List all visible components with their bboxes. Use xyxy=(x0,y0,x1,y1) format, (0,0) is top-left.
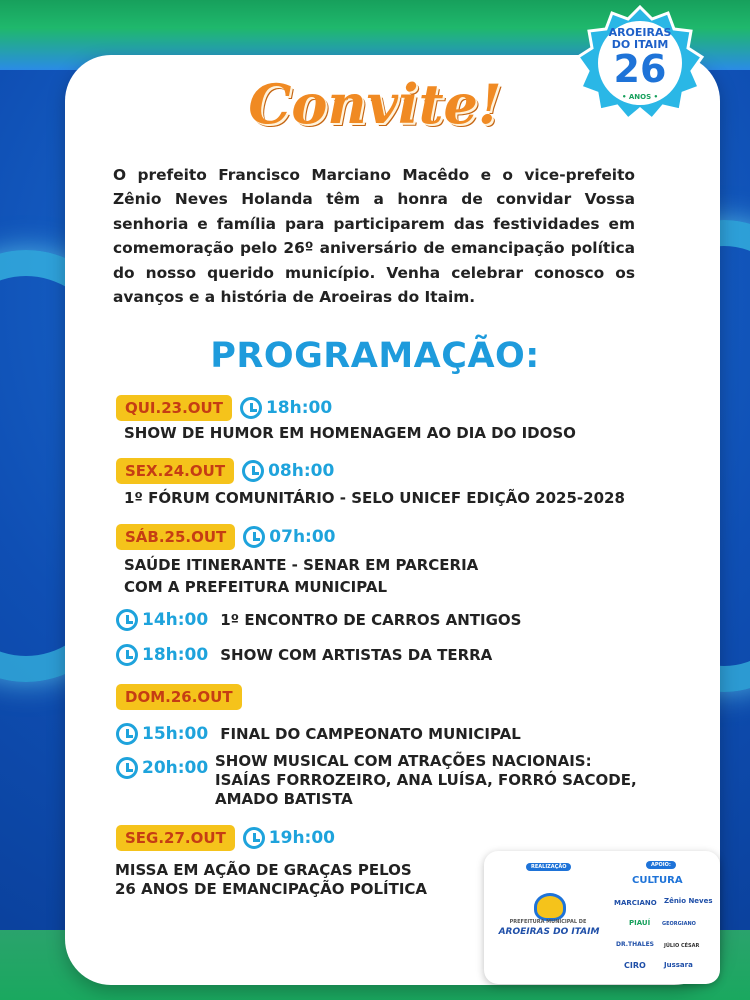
time-label: 14h:00 xyxy=(142,610,209,630)
time-label: 20h:00 xyxy=(142,758,209,778)
event-text: 1º FÓRUM COMUNITÁRIO - SELO UNICEF EDIÇÃO 2025-2028 xyxy=(124,489,625,507)
time-slot xyxy=(243,526,335,548)
time-slot xyxy=(242,460,334,482)
julio-cesar-logo: JÚLIO CÉSAR xyxy=(664,943,700,949)
time-label: 18h:00 xyxy=(265,398,333,418)
marciano-logo: MARCIANO xyxy=(614,899,657,907)
time-slot xyxy=(243,827,335,849)
clock-icon xyxy=(116,757,138,779)
badge-number: 26 xyxy=(613,47,667,91)
thales-logo: DR.THALES xyxy=(616,941,654,948)
clock-icon xyxy=(116,609,138,631)
event-text: SHOW COM ARTISTAS DA TERRA xyxy=(220,645,493,664)
clock-icon xyxy=(243,827,265,849)
main-logo: AROEIRAS DO ITAIM xyxy=(498,927,600,937)
event-line: AMADO BATISTA xyxy=(215,790,353,808)
event-text xyxy=(115,861,427,899)
ciro-logo: CIRO xyxy=(624,961,646,970)
clock-icon xyxy=(243,526,265,548)
georgiano-logo: GEORGIANO xyxy=(662,921,696,927)
clock-icon xyxy=(116,644,138,666)
schedule-sub-slot xyxy=(116,723,521,745)
realizacao-label: REALIZAÇÃO xyxy=(526,863,571,871)
time-label: 08h:00 xyxy=(268,461,335,481)
zenio-logo: Zênio Neves xyxy=(664,897,713,905)
schedule-sub-slot xyxy=(116,757,208,779)
event-line: COM A PREFEITURA MUNICIPAL xyxy=(124,578,388,596)
schedule-day-sex xyxy=(116,458,334,484)
date-badge: SÁB.25.OUT xyxy=(116,524,235,550)
event-text xyxy=(215,752,637,809)
piaui-logo: PIAUÍ xyxy=(629,919,651,927)
schedule-sub-slot xyxy=(116,644,492,666)
time-label: 18h:00 xyxy=(142,645,209,665)
event-line: SHOW MUSICAL COM ATRAÇÕES NACIONAIS: xyxy=(215,752,592,770)
date-badge: DOM.26.OUT xyxy=(116,684,242,710)
event-text xyxy=(124,556,478,597)
intro-paragraph: O prefeito Francisco Marciano Macêdo e o vice-prefeito Zênio Neves Holanda têm a honra de convidar Vossa senhoria e família para participarem das festividades em comemoração pelo 26º aniversário de emancipação política do nosso querido município. Venha celebrar conosco os avanços e a história de Aroeiras do Itaim. xyxy=(113,166,635,307)
programacao-title: PROGRAMAÇÃO: xyxy=(210,336,540,376)
time-label: 15h:00 xyxy=(142,724,209,744)
schedule-day-dom xyxy=(116,684,242,710)
time-slot xyxy=(116,644,208,666)
clock-icon xyxy=(242,460,264,482)
schedule-day-seg xyxy=(116,825,335,851)
jussara-logo: Jussara xyxy=(664,961,693,969)
sponsors-box xyxy=(484,851,720,984)
cultura-logo: CULTURA xyxy=(632,875,683,886)
schedule-sub-slot xyxy=(116,609,521,631)
time-slot xyxy=(116,757,208,779)
event-text: 1º ENCONTRO DE CARROS ANTIGOS xyxy=(220,610,522,629)
apoio-label: APOIO: xyxy=(646,861,676,869)
heart-logo-icon xyxy=(534,893,566,921)
date-badge: SEX.24.OUT xyxy=(116,458,234,484)
clock-icon xyxy=(116,723,138,745)
schedule-day-sab xyxy=(116,524,336,550)
time-slot xyxy=(240,397,332,419)
badge-line2: DO ITAIM xyxy=(611,38,669,51)
time-slot xyxy=(116,723,208,745)
event-text: SHOW DE HUMOR EM HOMENAGEM AO DIA DO IDOSO xyxy=(124,424,576,442)
event-line: 26 ANOS DE EMANCIPAÇÃO POLÍTICA xyxy=(115,880,428,898)
clock-icon xyxy=(240,397,262,419)
invitation-title: Convite! xyxy=(248,72,502,136)
time-slot xyxy=(116,609,208,631)
badge-anos: • ANOS • xyxy=(621,93,659,101)
date-badge: QUI.23.OUT xyxy=(116,395,232,421)
badge-line1: AROEIRAS xyxy=(608,26,672,39)
event-line: SAÚDE ITINERANTE - SENAR EM PARCERIA xyxy=(124,556,479,574)
event-line: ISAÍAS FORROZEIRO, ANA LUÍSA, FORRÓ SACODE, xyxy=(215,771,637,789)
event-line: MISSA EM AÇÃO DE GRAÇAS PELOS xyxy=(115,861,412,879)
event-text: FINAL DO CAMPEONATO MUNICIPAL xyxy=(220,724,521,743)
time-label: 19h:00 xyxy=(268,828,336,848)
schedule-day-qui xyxy=(116,395,332,421)
time-label: 07h:00 xyxy=(269,527,336,547)
date-badge: SEG.27.OUT xyxy=(116,825,235,851)
main-logo-sub: PREFEITURA MUNICIPAL DE xyxy=(509,919,587,925)
